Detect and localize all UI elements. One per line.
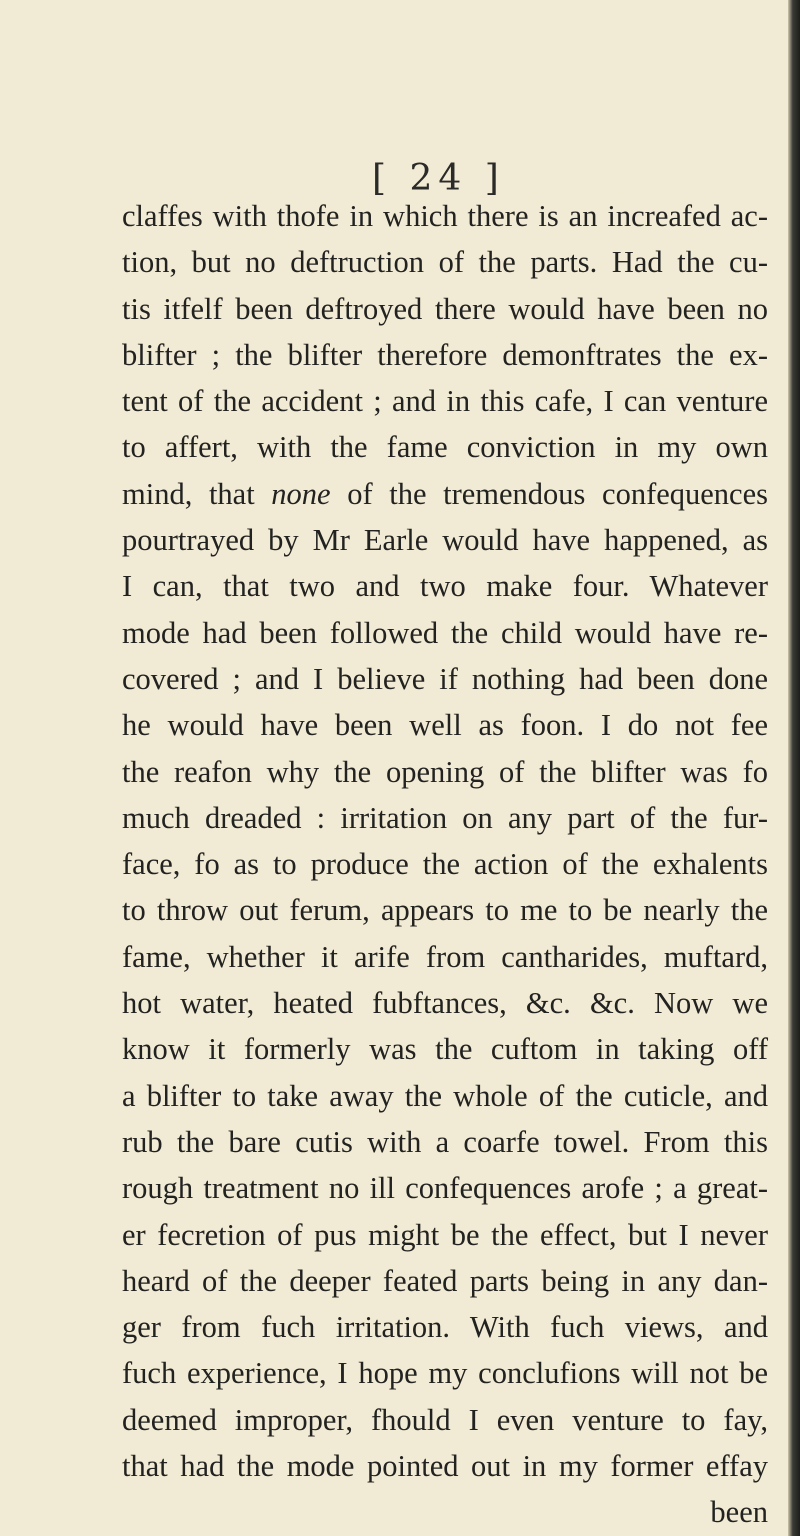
text-line: to throw out ferum, appears to me to be nearly the — [122, 893, 768, 928]
text-line: pourtrayed by Mr Earle would have happened, as — [122, 523, 768, 558]
text-line: face, fo as to produce the action of the exhalents — [122, 847, 768, 882]
text-line: ger from fuch irritation. With fuch views, and — [122, 1310, 768, 1345]
text-line: I can, that two and two make four. Whatever — [122, 569, 768, 604]
text-line: the reafon why the opening of the blifter was fo — [122, 754, 768, 789]
text-line: deemed improper, fhould I even venture to fay, — [122, 1402, 768, 1437]
text-line: tion, but no deftruction of the parts. Had the cu- — [122, 245, 768, 280]
text-line: tent of the accident ; and in this cafe, I can venture — [122, 384, 768, 419]
text-line: he would have been well as foon. I do not fee — [122, 708, 768, 743]
text-line: know it formerly was the cuftom in taking off — [122, 1032, 768, 1067]
catchword: been — [710, 1495, 768, 1530]
text-line: mode had been followed the child would have re- — [122, 615, 768, 650]
text-line: claffes with thofe in which there is an increafed ac- — [122, 199, 768, 233]
text-line: that had the mode pointed out in my former effay — [122, 1449, 768, 1484]
text-line: heard of the deeper feated parts being in any dan- — [122, 1263, 768, 1298]
emphasized-word: none — [271, 476, 331, 511]
text-line: er fecretion of pus might be the effect, but I never — [122, 1217, 768, 1252]
text-line: fame, whether it arife from cantharides, muftard, — [122, 939, 768, 974]
text-line: mind, that none of the tremendous confequences — [122, 476, 768, 511]
text-line: fuch experience, I hope my conclufions will not be — [122, 1356, 768, 1391]
text-line: covered ; and I believe if nothing had been done — [122, 661, 768, 696]
text-line: hot water, heated fubftances, &c. &c. Now we — [122, 986, 768, 1021]
page-edge-shadow — [788, 0, 800, 1536]
text-line: tis itfelf been deftroyed there would have been no — [122, 291, 768, 326]
text-line: rub the bare cutis with a coarfe towel. From this — [122, 1124, 768, 1159]
text-line: a blifter to take away the whole of the cuticle, and — [122, 1078, 768, 1113]
text-line: to affert, with the fame conviction in my own — [122, 430, 768, 465]
text-line: rough treatment no ill confequences arofe ; a great- — [122, 1171, 768, 1206]
text-line: blifter ; the blifter therefore demonftrates the ex- — [122, 337, 768, 372]
body-text — [122, 193, 768, 1536]
text-line: much dreaded : irritation on any part of the fur- — [122, 800, 768, 835]
page-number: [ 24 ] — [372, 158, 505, 199]
